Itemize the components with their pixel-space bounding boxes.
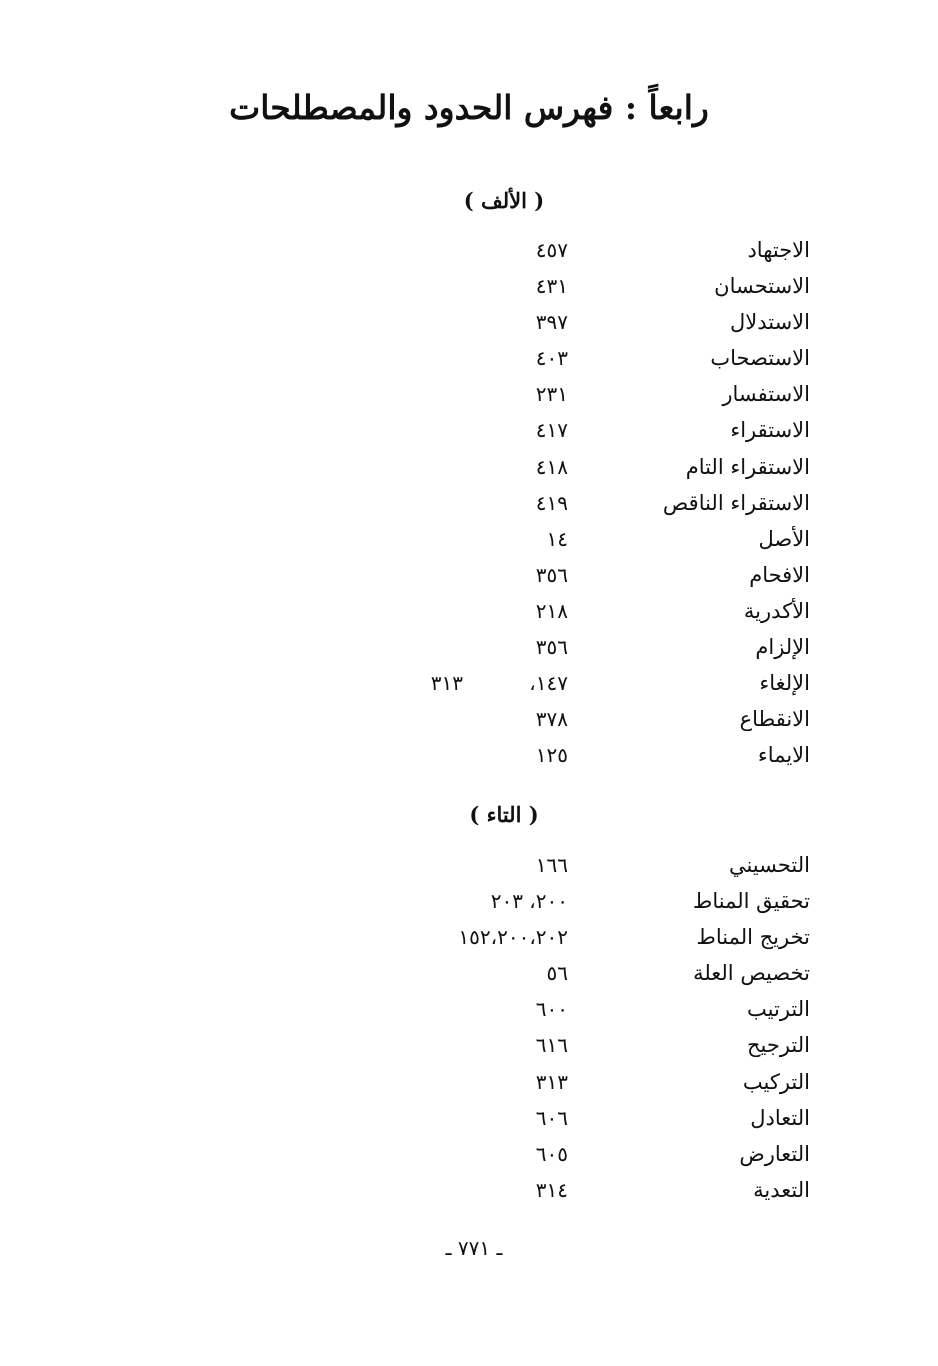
index-term: الاجتهاد bbox=[747, 238, 810, 262]
index-entry bbox=[0, 557, 938, 593]
index-pages: ٣١٣ bbox=[535, 1069, 568, 1094]
index-entry bbox=[0, 521, 938, 557]
index-pages: ٤١٨ bbox=[535, 454, 568, 479]
index-list-alif bbox=[0, 232, 938, 773]
index-pages: ٦١٦ bbox=[535, 1033, 568, 1058]
index-pages: ٦٠٦ bbox=[535, 1105, 568, 1130]
index-pages: ٥٦ bbox=[546, 961, 568, 986]
index-entry bbox=[0, 304, 938, 340]
index-term: الانقطاع bbox=[739, 707, 810, 732]
index-pages: ٦٠٥ bbox=[535, 1141, 568, 1166]
index-term: التعدية bbox=[753, 1177, 810, 1202]
index-term: الاستقراء التام bbox=[685, 454, 810, 479]
index-term: التعادل bbox=[750, 1105, 810, 1130]
index-term: الايماء bbox=[757, 743, 810, 768]
index-entry bbox=[0, 629, 938, 665]
index-pages: ٦٠٠ bbox=[535, 997, 568, 1022]
index-pages: ١٦٦ bbox=[535, 853, 568, 877]
index-pages: ٤٥٧ bbox=[535, 238, 568, 262]
index-entry bbox=[0, 991, 938, 1027]
index-entry bbox=[0, 1136, 938, 1172]
index-entry bbox=[0, 485, 938, 521]
index-entry bbox=[0, 955, 938, 991]
index-entry bbox=[0, 449, 938, 485]
index-term: الترتيب bbox=[747, 997, 810, 1022]
index-pages: ١٥٢،٢٠٠،٢٠٢ bbox=[458, 925, 568, 950]
index-term: الاستقراء الناقص bbox=[662, 490, 810, 515]
index-term: الاستصحاب bbox=[710, 346, 810, 371]
index-pages: ٣٥٦ bbox=[535, 635, 568, 660]
index-entry bbox=[0, 883, 938, 919]
index-pages: ٣١٤ bbox=[535, 1177, 568, 1202]
index-term: التركيب bbox=[742, 1069, 810, 1094]
index-pages: ٢١٨ bbox=[535, 598, 568, 623]
index-entry bbox=[0, 340, 938, 376]
index-pages: ٢٣١ bbox=[535, 382, 568, 407]
index-pages: ٣٩٧ bbox=[535, 310, 568, 335]
index-entry bbox=[0, 593, 938, 629]
page-number-text: ـ ٧٧١ ـ bbox=[445, 1236, 503, 1260]
index-pages: ٤١٧ bbox=[535, 418, 568, 443]
index-term: الاستدلال bbox=[729, 310, 810, 335]
index-term: التحسيني bbox=[728, 853, 810, 877]
index-entry bbox=[0, 847, 938, 883]
index-entry bbox=[0, 737, 938, 773]
index-term: الاستقراء bbox=[730, 418, 810, 443]
index-term: الأصل bbox=[758, 526, 810, 551]
index-pages: ١٢٥ bbox=[535, 743, 568, 768]
index-term: الإلغاء bbox=[759, 671, 810, 696]
index-entry bbox=[0, 268, 938, 304]
index-term: تخصيص العلة bbox=[693, 961, 810, 986]
index-pages: ٤١٩ bbox=[535, 490, 568, 515]
index-term: الإلزام bbox=[755, 635, 810, 660]
index-pages: ٢٠٠، ٢٠٣ bbox=[490, 889, 568, 914]
index-entry bbox=[0, 376, 938, 412]
section-heading-taa bbox=[0, 800, 938, 830]
index-term: الاستفسار bbox=[722, 382, 810, 407]
index-pages: ٤٠٣ bbox=[535, 346, 568, 371]
index-entry bbox=[0, 1172, 938, 1208]
page-title: رابعاً : فهرس الحدود والمصطلحات bbox=[229, 88, 709, 127]
index-entry bbox=[0, 1100, 938, 1136]
index-pages: ٣٥٦ bbox=[535, 562, 568, 587]
index-pages: ٣٧٨ bbox=[535, 707, 568, 732]
index-list-taa bbox=[0, 847, 938, 1208]
index-entry bbox=[0, 232, 938, 268]
index-pages: ١٤ bbox=[546, 526, 568, 551]
index-term: الاستحسان bbox=[714, 274, 810, 299]
index-term: الافحام bbox=[749, 562, 810, 587]
index-entry bbox=[0, 1027, 938, 1063]
index-pages-extra: ٣١٣ bbox=[430, 671, 463, 696]
section-heading-alif-text: ( الألف ) bbox=[463, 188, 545, 213]
index-entry bbox=[0, 919, 938, 955]
section-heading-alif bbox=[0, 186, 938, 216]
index-entry bbox=[0, 1064, 938, 1100]
index-pages: ١٤٧، bbox=[529, 671, 568, 696]
index-pages: ٤٣١ bbox=[535, 274, 568, 299]
page-number bbox=[0, 1234, 938, 1262]
index-term: الترجيح bbox=[746, 1033, 810, 1058]
index-entry bbox=[0, 412, 938, 448]
index-term: تحقيق المناط bbox=[692, 889, 810, 914]
index-term: التعارض bbox=[739, 1141, 810, 1166]
index-entry bbox=[0, 701, 938, 737]
index-entry bbox=[0, 665, 938, 701]
index-term: تخريج المناط bbox=[696, 925, 810, 950]
section-heading-taa-text: ( التاء ) bbox=[469, 802, 539, 827]
index-term: الأكدرية bbox=[743, 598, 810, 623]
